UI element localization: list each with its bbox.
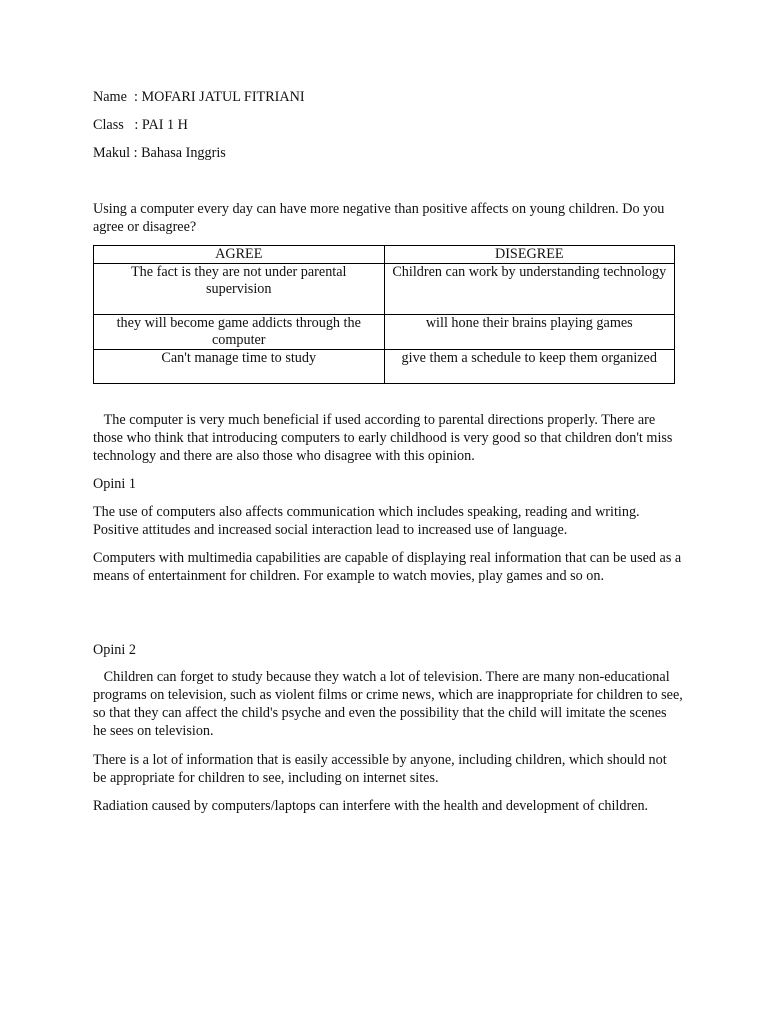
opini2-paragraph: There is a lot of information that is easily accessible by anyone, including children, which should not be appropriate for children to see, including on internet sites. [93,752,667,786]
question-paragraph: Using a computer every day can have more negative than positive affects on young children. Do you agree or disagree? [93,201,665,235]
table-row [94,264,675,315]
table-header-row [94,246,675,264]
agree-cell: they will become game addicts through the computer [94,315,385,350]
agree-cell: The fact is they are not under parental supervision [94,264,385,315]
disagree-cell: give them a schedule to keep them organized [384,350,675,384]
course-name: Makul : Bahasa Inggris [93,145,226,161]
disagree-cell: Children can work by understanding technology [384,264,675,315]
opini1-paragraph: Computers with multimedia capabilities are capable of displaying real information that can be used as a means of entertainment for children. For example to watch movies, play games and so on. [93,550,682,584]
opini1-heading: Opini 1 [93,476,136,492]
table-row [94,315,675,350]
opini2-heading: Opini 2 [93,642,136,658]
table-row [94,350,675,384]
student-class: Class : PAI 1 H [93,117,188,133]
opini2-paragraph: Children can forget to study because they watch a lot of television. There are many non-educational programs on television, such as violent films or crime news, which are inappropriate for children to see, so that they can affect the child's psyche and even the possibility that the child will imitate the scenes he sees on television. [93,669,687,739]
opini1-paragraph: The use of computers also affects communication which includes speaking, reading and writing. Positive attitudes and increased social interaction lead to increased use of language. [93,504,640,538]
intro-paragraph: The computer is very much beneficial if used according to parental directions properly. There are those who think that introducing computers to early childhood is very good so that children don't miss technology and there are also those who disagree with this opinion. [93,412,676,464]
agree-cell: Can't manage time to study [94,350,385,384]
opini2-paragraph: Radiation caused by computers/laptops can interfere with the health and development of children. [93,798,649,814]
agree-disagree-table [93,245,675,384]
disagree-header: DISEGREE [384,246,675,264]
disagree-cell: will hone their brains playing games [384,315,675,350]
question-text [93,200,683,236]
student-name: Name : MOFARI JATUL FITRIANI [93,89,305,105]
agree-header: AGREE [94,246,385,264]
